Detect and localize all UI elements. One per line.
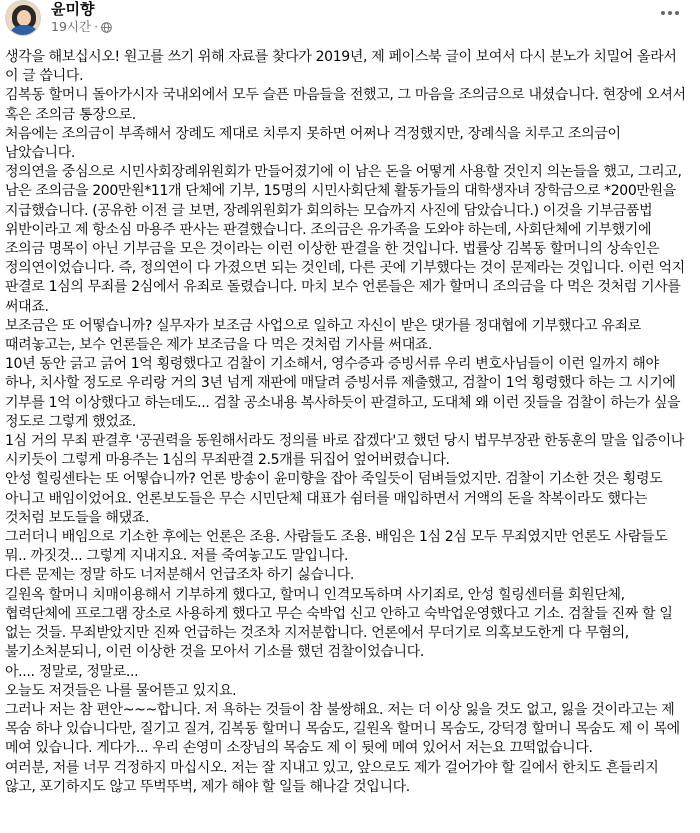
more-options-icon-dot-1 xyxy=(661,11,665,15)
post-meta xyxy=(51,0,112,35)
paragraph: 길원옥 할머니 치매이용해서 기부하게 했다고, 할머니 인격모독하며 사기죄로, 안성 힐링센터를 회원단체, 협력단체에 프로그램 장소로 사용하게 했다고 무슨 숙박업 신고 안하고 숙박업운영했다고 기소. 검찰들 진짜 할 일 없는 것들. 무죄받았지만 진짜 언급하는 것조차 지저분합니다. 언론에서 무더기로 의혹보도한게 다 무혐의, 불기소처분되니, 이런 이상한 것을 모아서 기소를 했던 검찰이었습니다. xyxy=(5,586,673,661)
post-header xyxy=(5,0,690,38)
post-content xyxy=(5,48,690,797)
post-time-row xyxy=(51,19,112,35)
paragraph: 생각을 해보십시오! 원고를 쓰기 위해 자료를 찾다가 2019년, 제 페이스북 글이 보여서 다시 분노가 치밀어 올라서 이 글 씁니다. xyxy=(5,49,677,85)
post-timestamp[interactable]: 19시간 xyxy=(51,19,92,34)
paragraph: 그러더니 배임으로 기소한 후에는 언론은 조용. 사람들도 조용. 배임은 1심 2심 모두 무죄였지만 언론도 사람들도 뭐.. 까짓것... 그렇게 지내지요. 저를 죽여놓고도 말입니다. xyxy=(5,529,668,565)
more-options-icon-dot-2 xyxy=(668,11,672,15)
paragraph: 보조금은 또 어떻습니까? 실무자가 보조금 사업으로 일하고 자신이 받은 댓가를 정대협에 기부했다고 유죄로 때려놓고는, 보수 언론들은 제가 보조금을 다 먹은 것처럼 기사를 써대죠. xyxy=(5,317,641,354)
paragraph: 10년 동안 긁고 긁어 1억 횡령했다고 검찰이 기소해서, 영수증과 증빙서류 우리 변호사님들이 이런 일까지 해야 하나, 치사할 정도로 우리랑 거의 3년 넘게 재판에 매달려 증빙서류 제출했고, 검찰이 1억 횡령했다 하는 그 시기에 기부를 1억 이상했다고 하는데도... 검찰 공소내용 복사하듯이 판결하고, 도대체 왜 이런 짓들을 검찰이 하는가 싶을 정도로 그렇게 했었죠. xyxy=(5,356,681,430)
separator-dot: · xyxy=(94,19,99,34)
paragraph: 오늘도 저것들은 나를 물어뜯고 있지요. xyxy=(5,682,237,699)
avatar-face xyxy=(17,10,31,26)
avatar[interactable] xyxy=(5,0,41,36)
more-options-button[interactable] xyxy=(654,2,686,24)
paragraph: 다른 문제는 정말 하도 너저분해서 언급조차 하기 싫습니다. xyxy=(5,567,354,584)
globe-icon[interactable] xyxy=(101,22,112,33)
paragraph: 안성 힐링센타는 또 어떻습니까? 언론 방송이 윤미향을 잡아 죽일듯이 덤벼들었지만. 검찰이 기소한 것은 횡령도 아니고 배임이었어요. 언론보도들은 무슨 시민단체 대표가 쉼터를 매입하면서 거액의 돈을 착복이라도 했다는 것처럼 보도들을 해댔죠. xyxy=(5,471,663,526)
author-name[interactable]: 윤미향 xyxy=(51,0,95,18)
paragraph: 그러나 저는 참 편안~~~합니다. 저 욕하는 것들이 참 불쌍해요. 저는 더 이상 잃을 것도 없고, 잃을 것이라고는 제 목숨 하나 있습니다만, 질기고 질겨, 김복동 할머니 목숨도, 길원옥 할머니 목숨도, 강덕경 할머니 목숨도 제 이 목에 메여 있습니다. 게다가... 우리 손영미 소장님의 목숨도 제 이 뒷에 메여 있어서 저는요 끄떡없습니다. xyxy=(5,701,680,757)
paragraph: 1심 거의 무죄 판결후 '공권력을 동원해서라도 정의를 바로 잡겠다'고 했던 당시 법무부장관 한동훈의 말을 입증이나 시키듯이 그렇게 마용주는 1심의 무죄판결 2.5개를 뒤집어 엎어버렸습니다. xyxy=(5,433,684,469)
paragraph: 여러분, 저를 너무 걱정하지 마십시오. 저는 잘 지내고 있고, 앞으로도 제가 걸어가야 할 길에서 한치도 흔들리지 않고, 포기하지도 않고 뚜벅뚜벅, 제가 해야 할 일들 해나갈 것입니다. xyxy=(5,759,659,795)
avatar-body xyxy=(10,25,38,36)
paragraph: 아.... 정말로, 정말로... xyxy=(5,663,139,680)
paragraph: 김복동 할머니 돌아가시자 국내외에서 모두 슬픈 마음들을 전했고, 그 마음을 조의금으로 내셨습니다. 현장에 오셔서 혹은 조의금 통장으로. xyxy=(5,87,686,123)
more-options-icon-dot-3 xyxy=(675,11,679,15)
paragraph: 처음에는 조의금이 부족해서 장례도 제대로 치루지 못하면 어쩌나 걱정했지만, 장례식을 치루고 조의금이 남았습니다. xyxy=(5,125,621,162)
paragraph: 정의연을 중심으로 시민사회장례위원회가 만들어졌기에 이 남은 돈을 어떻게 사용할 것인지 의논들을 했고, 그리고, 남은 조의금을 200만원*11개 단체에 기부, 15명의 시민사회단체 활동가들의 대학생자녀 장학금으로 *200만원을 지급했습니다. (공유한 이전 글 보면, 장례위원회가 회의하는 모습까지 사진에 담았습니다.) 이것을 기부금품법 위반이라고 제 항소심 마용주 판사는 판결했습니다. 조의금은 유가족을 도와야 하는데, 사회단체에 기부했기에 조의금 명목이 아닌 기부금을 모은 것이라는 이런 이상한 판결을 한 것입니다. 법률상 김복동 할머니의 상속인은 정의연이었습니다. 즉, 정의연이 다 가졌으면 되는 것인데, 다른 곳에 기부했다는 것이 문제라는 것입니다. 이런 억지 판결로 1심의 무죄를 2심에서 유죄로 돌렸습니다. 마치 보수 언론들은 제가 할머니 조의금을 다 먹은 것처럼 기사를 써대죠. xyxy=(5,164,685,315)
